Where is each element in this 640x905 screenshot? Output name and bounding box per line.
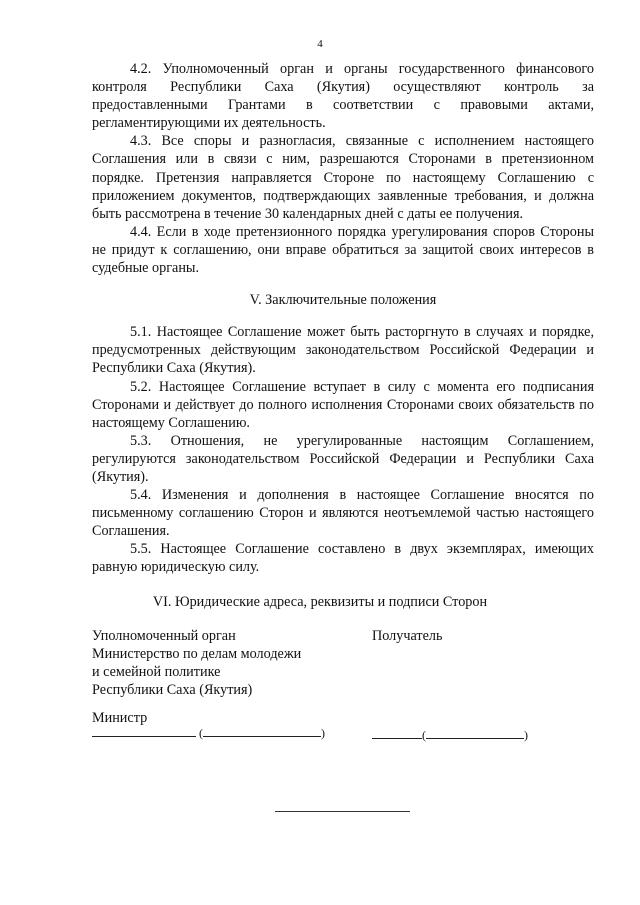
left-party-org-line1: Министерство по делам молодежи	[92, 646, 302, 663]
name-blank	[426, 728, 524, 739]
signature-blank	[372, 728, 422, 739]
document-body	[92, 60, 594, 577]
left-party-role: Уполномоченный орган	[92, 628, 236, 644]
paren-open: (	[199, 726, 203, 740]
paren-close: )	[524, 728, 528, 742]
left-signature-line	[92, 726, 325, 741]
section-5-title: V. Заключительные положения	[249, 292, 437, 309]
left-party-block	[92, 627, 342, 699]
paragraph-5-5: 5.5. Настоящее Соглашение составлено в двух экземплярах, имеющих равную юридическую силу.	[92, 541, 594, 576]
name-blank	[203, 726, 321, 737]
left-party-org-line3: Республики Саха (Якутия)	[92, 682, 253, 699]
minister-label: Министр	[92, 710, 148, 726]
page-number: 4	[317, 38, 323, 50]
right-signature-line	[372, 728, 528, 743]
paragraph-4-4: 4.4. Если в ходе претензионного порядка урегулирования споров Стороны не придут к соглашению, они вправе обратиться за защитой своих интересов в судебные органы.	[92, 223, 594, 277]
paren-close: )	[321, 726, 325, 740]
paragraph-4-2: 4.2. Уполномоченный орган и органы государственного финансового контроля Республики Саха (Якутия) осуществляют контроль за предоставленными Грантами в соответствии с правовыми актами, регламентирующими их деятельность.	[92, 61, 594, 132]
right-party-block	[372, 627, 592, 645]
section-6-title: VI. Юридические адреса, реквизиты и подписи Сторон	[152, 594, 488, 610]
paren-open: (	[422, 728, 426, 742]
paragraph-5-1: 5.1. Настоящее Соглашение может быть расторгнуто в случаях и порядке, предусмотренных действующим законодательством Российской Федерации и Республики Саха (Якутия).	[92, 324, 594, 377]
right-party-role: Получатель	[372, 628, 443, 644]
paragraph-5-4: 5.4. Изменения и дополнения в настоящее Соглашение вносятся по письменному соглашению Сторон и являются неотъемлемой частью настоящего Соглашения.	[92, 487, 594, 540]
left-party-org-line2: и семейной политике	[92, 664, 221, 681]
paragraph-5-2: 5.2. Настоящее Соглашение вступает в силу с момента его подписания Сторонами и действует до полного исполнения Сторонами своих обязательств по настоящему Соглашению.	[92, 378, 594, 431]
signature-blank	[92, 726, 196, 737]
bottom-rule	[275, 811, 410, 812]
paragraph-4-3: 4.3. Все споры и разногласия, связанные с исполнением настоящего Соглашения или в связи с ним, разрешаются Сторонами в претензионном порядке. Претензия направляется Стороне по настоящему Соглашению с приложением документов, подтверждающих заявленные требования, и должна быть рассмотрена в течение 30 календарных дней с даты ее получения.	[92, 133, 594, 222]
paragraph-5-3: 5.3. Отношения, не урегулированные настоящим Соглашением, регулируются законодательством Российской Федерации и Республики Саха (Якутия).	[92, 432, 594, 485]
